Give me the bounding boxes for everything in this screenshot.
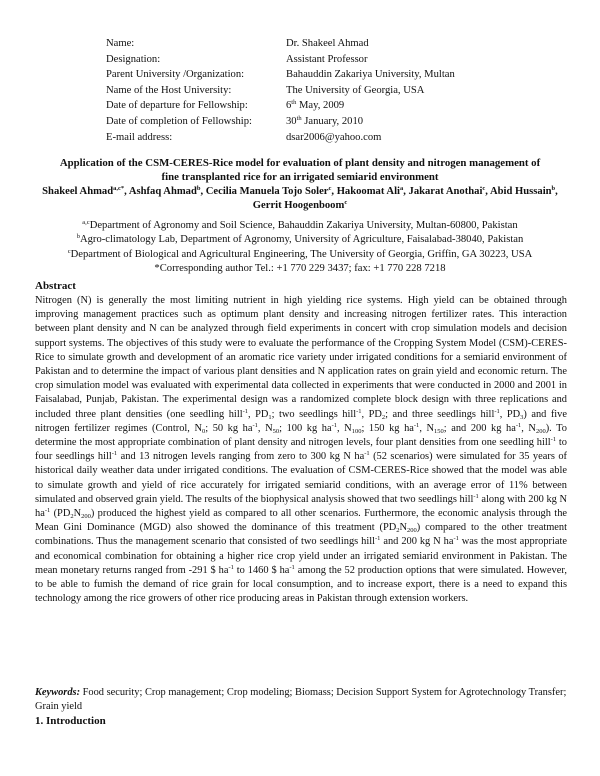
affiliation — [30, 248, 570, 262]
keywords-text: Food security; Crop management; Crop modeling; Biomass; Decision Support System for Agrotechnology Transfer; Grain yield — [35, 687, 567, 713]
abstract-text: ; and three seedlings hill — [385, 408, 495, 420]
author-name: Cecilia Manuela Tojo Soler — [205, 186, 329, 197]
abstract-text: N — [399, 522, 408, 534]
subscript: 50 — [272, 427, 280, 435]
info-row-completion-date — [106, 114, 455, 130]
title-line: fine transplanted rice for an irrigated semiarid environment — [161, 171, 439, 183]
exponent: -1 — [44, 507, 51, 515]
affiliation-text: Department of Biological and Agricultural Engineering, The University of Georgia, Griffin, GA 30223, USA — [70, 248, 533, 260]
subscript: 150 — [434, 427, 444, 435]
abstract-text: ; and 200 kg ha — [443, 422, 516, 434]
abstract-text: to 1460 $ ha — [233, 564, 290, 576]
author-sep: , — [403, 186, 409, 197]
author-sep: , — [555, 186, 558, 197]
affiliation-mark: b — [76, 233, 80, 241]
author-name: Ashfaq Ahmad — [128, 186, 197, 197]
author — [337, 186, 409, 197]
info-label: Date of departure for Fellowship: — [106, 100, 248, 112]
exponent: -1 — [413, 421, 420, 429]
exponent: -1 — [550, 436, 557, 444]
author-affil-mark: b — [196, 185, 201, 192]
date-rest: May, 2009 — [296, 100, 345, 112]
section-heading-introduction: 1. Introduction — [35, 715, 106, 727]
affiliation-mark: a,c — [82, 219, 90, 226]
author-sep: , — [200, 186, 206, 197]
subscript: 2 — [70, 513, 74, 521]
affiliation-text: Agro-climatology Lab, Department of Agronomy, University of Agriculture, Faisalabad-38040, Pakistan — [79, 234, 524, 246]
author-sep: , — [124, 186, 129, 197]
subscript: 2 — [381, 413, 386, 421]
abstract-text: ; 150 kg ha — [361, 422, 414, 434]
info-row-departure-date — [106, 98, 455, 114]
info-value: Bahauddin Zakariya University, Multan — [286, 69, 455, 81]
info-row-name — [106, 36, 455, 52]
info-label: Designation: — [106, 53, 161, 65]
keywords — [35, 686, 567, 714]
author-affil-mark: a — [399, 185, 404, 192]
abstract-text: ) and five nitrogen fertilizer regimes (Control, N — [35, 408, 567, 434]
date-day: 30 — [286, 115, 297, 127]
exponent: -1 — [228, 563, 234, 571]
author — [129, 186, 206, 197]
affiliation — [30, 219, 570, 233]
subscript: 1 — [268, 413, 272, 421]
abstract-text: to four seedlings hill — [35, 437, 567, 463]
exponent: -1 — [375, 535, 381, 543]
abstract-text: and 13 nitrogen levels ranging from zero to 300 kg N ha — [117, 451, 365, 463]
abstract-text: Nitrogen (N) is generally the most limiting nutrient in high yielding rice systems. High yield can be obtained through improving management practices such as optimum plant density and increasing nitrogen fertilizer rates. This interaction between plant density and N can be analyzed through field experiments in concert with crop simulation models and decision support systems. The objectives of this study were to evaluate the performance of the Cropping System Model (CSM)-CERES-Rice to simulate growth and development of an aromatic rice variety under irrigated conditions for a semiarid environment of Pakistan and to determine the impact of various plant densities and N application rates on grain yield and economic return. The crop simulation model was evaluated with experimental data collected in experiments that were conducted in 2000 and 2001 in Faisalabad, Punjab, Pakistan. The experimental design was a randomized complete block design with three replications and included three plant densities (one seedling hill — [35, 295, 567, 420]
subscript: 100 — [351, 427, 362, 435]
fellowship-info-table — [106, 36, 455, 145]
author-name: Shakeel Ahmad — [42, 186, 114, 197]
abstract-heading: Abstract — [35, 280, 76, 292]
abstract-text: ). To determine the most appropriate combination of plant density and nitrogen levels, four plant densities from one seedling hill — [35, 422, 567, 449]
subscript: 200 — [535, 427, 546, 435]
date-rest: January, 2010 — [301, 115, 364, 127]
author-affil-mark: c — [482, 185, 486, 192]
info-value: Assistant Professor — [286, 53, 368, 65]
exponent: -1 — [242, 407, 249, 415]
exponent: -1 — [356, 407, 362, 415]
subscript: 3 — [520, 413, 524, 421]
corresponding-author-text: *Corresponding author Tel.: +1 770 229 3437; fax: +1 770 228 7218 — [154, 263, 446, 275]
exponent: -1 — [331, 421, 337, 429]
author — [490, 186, 558, 197]
info-label: E-mail address: — [106, 131, 173, 143]
author — [409, 186, 490, 197]
author-name: Jakarat Anothai — [408, 186, 483, 197]
info-value — [286, 114, 363, 130]
abstract-text: ; 100 kg ha — [279, 422, 332, 434]
author — [253, 200, 347, 211]
abstract-text: ; 50 kg ha — [205, 422, 253, 434]
author-name: Hakoomat Ali — [336, 186, 400, 197]
exponent: -1 — [494, 407, 500, 415]
author — [42, 186, 129, 197]
exponent: -1 — [252, 421, 258, 429]
abstract-text: , N — [257, 422, 273, 434]
abstract-text: along with 200 kg N ha — [35, 493, 567, 520]
abstract-text: and 200 kg N ha — [380, 536, 454, 548]
abstract-text: ) produced the highest yield as compared to all other scenarios. Furthermore, the economic analysis through the Mean Gini Dominance (MGD) also showed the dominance of this treatment (PD — [35, 508, 567, 534]
author-sep: , — [331, 186, 337, 197]
subscript: 200 — [81, 513, 91, 521]
exponent: -1 — [453, 535, 459, 543]
corresponding-author — [30, 262, 570, 276]
info-value: The University of Georgia, USA — [286, 84, 425, 96]
author-affil-mark: b — [551, 185, 556, 192]
info-row-host-university — [106, 83, 455, 99]
abstract-text: , PD — [248, 408, 269, 420]
abstract-text: (52 scenarios) were simulated for 35 years of historical daily weather data under irrigated conditions. The evaluation of CSM-CERES-Rice showed that the model was able to simulate growth and yield of rice accurately for irrigated semiarid conditions, with an average error of 11% between simulated and observed grain yield. The results of the biophysical analysis showed that two seedlings hill — [35, 451, 567, 505]
info-row-email — [106, 130, 455, 146]
info-value: Dr. Shakeel Ahmad — [286, 38, 369, 49]
info-label: Date of completion of Fellowship: — [106, 115, 252, 127]
info-row-designation — [106, 52, 455, 68]
subscript: 200 — [407, 527, 417, 535]
title-line: Application of the CSM-CERES-Rice model for evaluation of plant density and nitrogen management of — [59, 157, 541, 169]
date-ordinal: th — [291, 99, 297, 107]
abstract-text: was the most appropriate and economical combination for obtaining a higher rice crop yield under an irrigated semiarid environment in Pakistan. The mean monetary returns ranged from -291 $ ha — [35, 536, 567, 576]
author-name: Gerrit Hoogenboom — [252, 200, 345, 211]
exponent: -1 — [364, 450, 370, 458]
author — [206, 186, 337, 197]
abstract-text: ; two seedlings hill — [271, 408, 357, 420]
subscript: 2 — [396, 527, 400, 535]
abstract-text: , N — [336, 422, 352, 434]
author-sep: , — [485, 186, 490, 197]
info-label: Parent University /Organization: — [106, 69, 245, 81]
subscript: 0 — [201, 427, 206, 435]
date-ordinal: th — [296, 114, 302, 122]
info-value — [286, 98, 344, 114]
author-affil-mark: c — [328, 185, 332, 192]
abstract-text: ) compared to the other treatment combinations. Thus the management scenario that consisted of two seedlings hill — [35, 522, 567, 548]
abstract-text: N — [73, 508, 82, 520]
affiliation-text: Department of Agronomy and Soil Science, Bahauddin Zakariya University, Multan-60800, Pakistan — [89, 220, 518, 231]
abstract-text: , PD — [499, 408, 521, 420]
affiliation — [30, 233, 570, 247]
author-list — [30, 185, 570, 213]
abstract-text: , N — [419, 422, 435, 434]
paper-title — [30, 156, 570, 184]
abstract-text: among the 52 production options that were simulated. However, to be able to fumish the demand of rice grain for local consumption, and to increase export, there is a need to expand this technology among the rice growers of other rice producing areas in Pakistan through extension workers. — [35, 564, 567, 605]
exponent: -1 — [473, 492, 479, 500]
author-name: Abid Hussain — [490, 186, 552, 197]
keywords-label: Keywords: — [35, 687, 81, 698]
abstract-text: , N — [521, 422, 536, 434]
affiliation-list — [30, 219, 570, 277]
exponent: -1 — [289, 563, 295, 571]
info-value-email: dsar2006@yahoo.com — [286, 131, 382, 143]
author-affil-mark: a,c* — [113, 185, 125, 192]
author-affil-mark: c — [344, 199, 348, 206]
abstract-body — [35, 294, 567, 606]
abstract-text: (PD — [50, 508, 71, 520]
info-label: Name: — [106, 38, 135, 49]
info-label: Name of the Host University: — [106, 84, 232, 96]
info-row-parent-university — [106, 67, 455, 83]
affiliation-mark: c — [67, 247, 71, 255]
exponent: -1 — [111, 450, 118, 458]
abstract-text: , PD — [361, 408, 382, 420]
exponent: -1 — [515, 421, 522, 429]
date-day: 6 — [286, 100, 292, 112]
